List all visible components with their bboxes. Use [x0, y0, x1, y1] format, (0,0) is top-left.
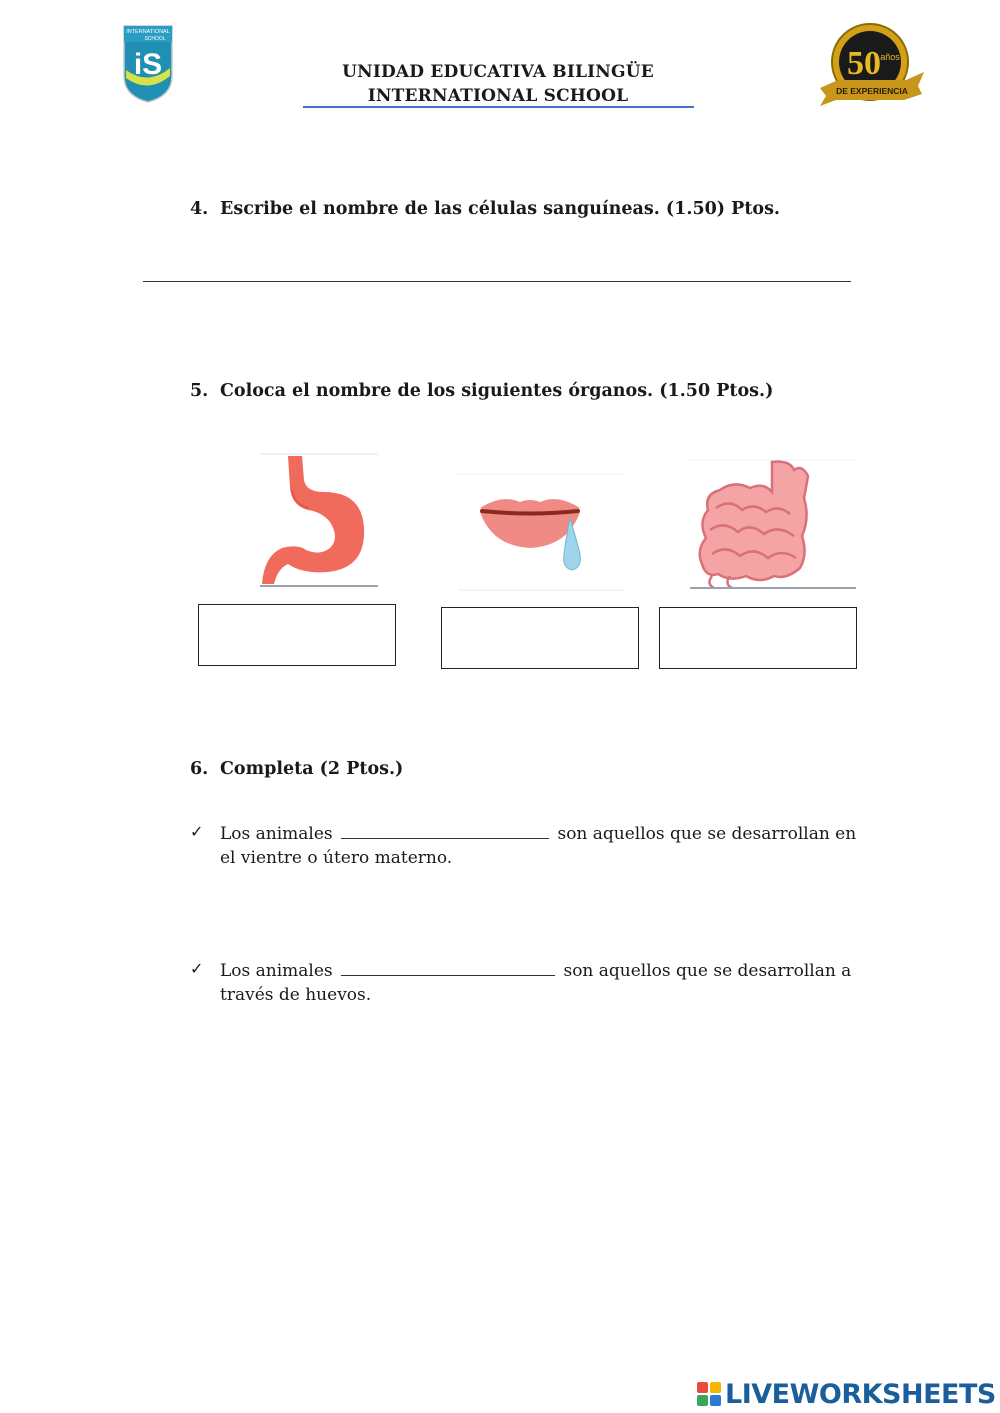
question-5-text: Coloca el nombre de los siguientes órganos. (1.50 Ptos.) — [220, 381, 774, 401]
item-1-before: Los animales — [220, 824, 333, 844]
intestines-image — [690, 458, 856, 592]
question-5-number: 5. — [190, 381, 209, 401]
question-4-answer-line[interactable] — [143, 281, 851, 282]
checkmark-icon: ✓ — [190, 822, 204, 841]
question-6-number: 6. — [190, 759, 209, 779]
mouth-image — [458, 472, 624, 592]
question-5 — [190, 380, 773, 402]
school-logo — [122, 24, 174, 104]
logo-text-school: SCHOOL — [144, 36, 166, 42]
liveworksheets-logo-icon — [697, 1382, 721, 1406]
question-6 — [190, 758, 403, 780]
completion-item-1 — [220, 822, 860, 870]
header-line-1: UNIDAD EDUCATIVA BILINGÜE — [342, 62, 654, 82]
stomach-image — [258, 452, 380, 590]
badge-ribbon: DE EXPERIENCIA — [836, 86, 908, 96]
question-4-text: Escribe el nombre de las células sanguíneas. (1.50) Ptos. — [220, 199, 781, 219]
question-4 — [190, 198, 780, 220]
question-4-number: 4. — [190, 199, 209, 219]
question-6-text: Completa (2 Ptos.) — [220, 759, 404, 779]
item-2-after: son aquellos que se desarrollan a — [563, 961, 852, 981]
header-underline — [303, 106, 694, 108]
liveworksheets-brand — [697, 1376, 996, 1412]
logo-text-top: INTERNATIONAL — [126, 29, 170, 35]
badge-number: 50 — [847, 45, 881, 82]
checkmark-icon: ✓ — [190, 959, 204, 978]
item-2-before: Los animales — [220, 961, 333, 981]
mouth-answer-box[interactable] — [441, 607, 639, 669]
intestines-answer-box[interactable] — [659, 607, 857, 669]
item-1-blank[interactable] — [341, 823, 549, 839]
item-1-after: son aquellos que se desarrollan en — [557, 824, 857, 844]
badge-small: años — [880, 52, 900, 62]
completion-item-2 — [220, 959, 860, 1007]
item-1-line-2: el vientre o útero materno. — [220, 848, 453, 868]
header-title — [300, 60, 696, 108]
anniversary-badge — [818, 22, 926, 108]
item-2-line-2: través de huevos. — [220, 985, 372, 1005]
item-2-blank[interactable] — [341, 960, 555, 976]
header-line-2: INTERNATIONAL SCHOOL — [367, 86, 629, 106]
brand-text: LIVEWORKSHEETS — [725, 1378, 996, 1410]
logo-letters: iS — [133, 48, 163, 81]
stomach-answer-box[interactable] — [198, 604, 396, 666]
